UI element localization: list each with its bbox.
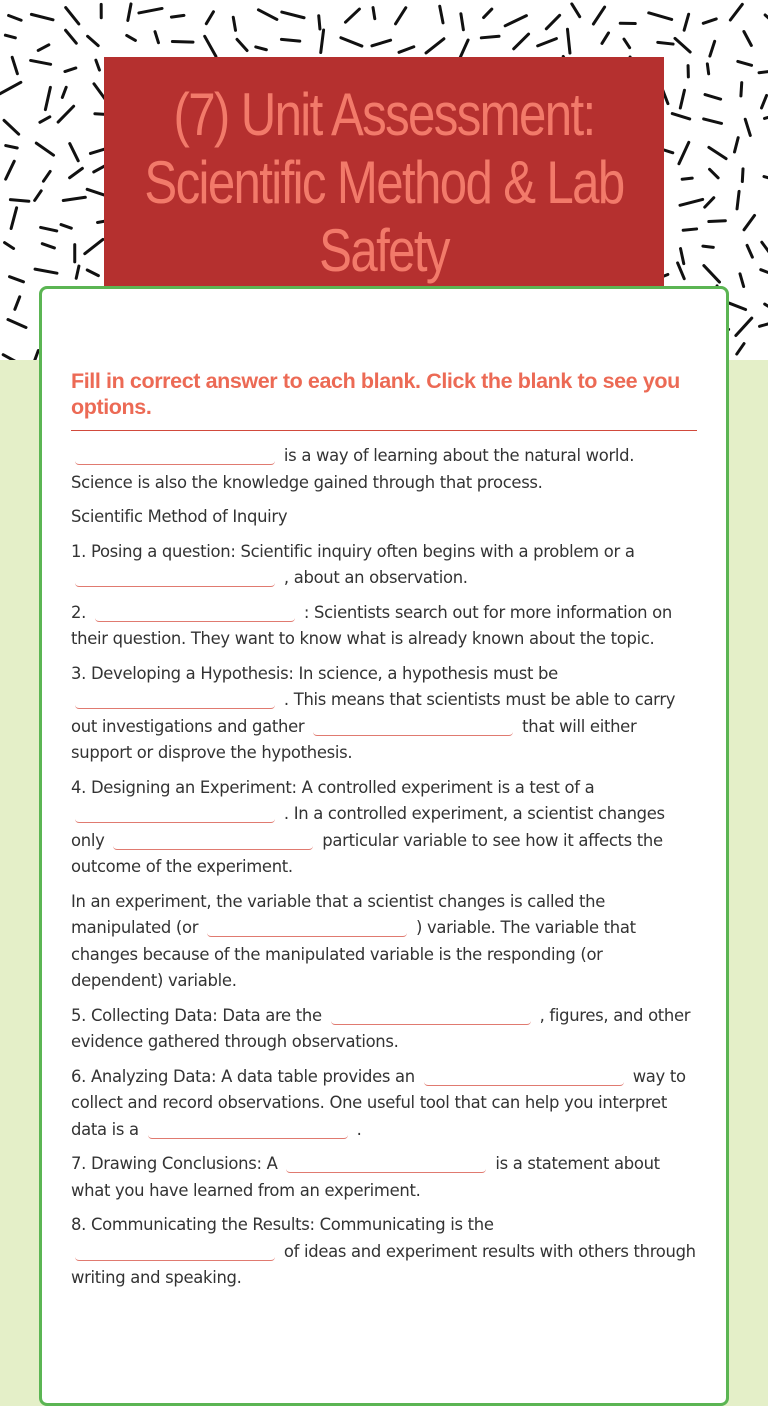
pattern-dash — [741, 83, 742, 96]
question-text: 5. Collecting Data: Data are the — [71, 1006, 327, 1025]
pattern-dash — [514, 34, 529, 49]
question-text: . In a controlled experiment, a scientist changes only — [71, 804, 665, 850]
answer-blank[interactable] — [75, 446, 275, 465]
pattern-dash — [76, 266, 79, 278]
pattern-dash — [705, 198, 714, 207]
pattern-dash — [682, 178, 692, 179]
pattern-dash — [709, 147, 726, 158]
pattern-dash — [481, 36, 499, 38]
pattern-dash — [206, 12, 213, 24]
pattern-dash — [658, 42, 673, 44]
pattern-dash — [678, 263, 685, 279]
pattern-dash — [760, 320, 768, 326]
pattern-dash — [373, 8, 375, 19]
answer-blank[interactable] — [313, 717, 513, 736]
pattern-dash — [740, 274, 744, 287]
question-text: , figures, and other evidence gathered through observations. — [71, 1006, 690, 1052]
pattern-dash — [4, 120, 19, 134]
question-list — [71, 443, 697, 1292]
pattern-dash — [5, 35, 15, 38]
pattern-dash — [282, 12, 304, 18]
pattern-dash — [36, 143, 53, 155]
pattern-dash — [703, 246, 713, 247]
pattern-dash — [484, 9, 492, 18]
pattern-dash — [321, 30, 324, 53]
question-paragraph — [71, 775, 697, 881]
answer-blank[interactable] — [75, 804, 275, 823]
pattern-dash — [172, 42, 193, 43]
pattern-dash — [65, 68, 76, 72]
pattern-dash — [233, 17, 235, 30]
question-text: : Scientists search out for more information on their question. They want to know what is already known about the topic. — [71, 603, 672, 649]
pattern-dash — [707, 64, 708, 74]
pattern-dash — [155, 32, 158, 43]
question-paragraph — [71, 443, 697, 496]
question-paragraph — [71, 1151, 697, 1204]
question-text: , about an observation. — [279, 568, 468, 587]
question-paragraph — [71, 661, 697, 767]
pattern-dash — [704, 266, 720, 283]
question-text: 6. Analyzing Data: A data table provides an — [71, 1067, 420, 1086]
pattern-dash — [319, 16, 320, 29]
pattern-dash — [461, 14, 463, 30]
pattern-dash — [440, 6, 443, 23]
pattern-dash — [538, 39, 557, 46]
question-paragraph — [71, 889, 697, 995]
question-text: 3. Developing a Hypothesis: In science, a hypothesis must be — [71, 664, 558, 683]
pattern-dash — [602, 33, 609, 43]
pattern-dash — [745, 119, 750, 135]
pattern-dash — [684, 14, 688, 30]
answer-blank[interactable] — [424, 1067, 624, 1086]
question-text: that will either support or disprove the hypothesis. — [71, 717, 636, 763]
pattern-dash — [710, 169, 719, 178]
pattern-dash — [742, 169, 743, 182]
pattern-dash — [62, 87, 66, 97]
pattern-dash — [6, 161, 15, 179]
pattern-dash — [281, 39, 299, 41]
pattern-dash — [70, 168, 83, 177]
question-text: of ideas and experiment results with others through writing and speaking. — [71, 1242, 696, 1288]
pattern-dash — [8, 320, 26, 328]
pattern-dash — [9, 15, 22, 20]
pattern-dash — [764, 177, 768, 182]
question-text: 7. Drawing Conclusions: A — [71, 1154, 282, 1173]
pattern-dash — [66, 8, 79, 24]
pattern-dash — [5, 243, 14, 249]
pattern-dash — [66, 30, 77, 43]
answer-blank[interactable] — [286, 1154, 486, 1173]
pattern-dash — [709, 221, 726, 222]
pattern-dash — [762, 242, 768, 257]
answer-blank[interactable] — [207, 918, 407, 937]
pattern-dash — [70, 144, 78, 161]
pattern-dash — [45, 87, 50, 109]
pattern-dash — [593, 7, 604, 24]
question-text: ) variable. The variable that changes because of the manipulated variable is the responding (or dependent) variable. — [71, 918, 636, 990]
pattern-dash — [171, 15, 184, 17]
pattern-dash — [205, 36, 216, 56]
worksheet-content — [71, 368, 697, 1300]
pattern-dash — [372, 40, 391, 46]
pattern-dash — [31, 14, 53, 19]
pattern-dash — [567, 29, 569, 53]
pattern-dash — [679, 142, 689, 163]
question-paragraph — [71, 1003, 697, 1056]
pattern-dash — [738, 61, 752, 65]
pattern-dash — [6, 146, 17, 148]
pattern-dash — [87, 270, 98, 276]
question-text: In an experiment, the variable that a scientist changes is called the manipulated (or — [71, 892, 605, 938]
pattern-dash — [705, 95, 721, 100]
answer-blank[interactable] — [148, 1120, 348, 1139]
pattern-dash — [736, 318, 752, 335]
pattern-dash — [31, 60, 51, 64]
pattern-dash — [0, 82, 21, 93]
pattern-dash — [35, 351, 39, 360]
pattern-dash — [237, 39, 247, 50]
question-text: 1. Posing a question: Scientific inquiry often begins with a problem or a — [71, 542, 635, 561]
question-text: Scientific Method of Inquiry — [71, 507, 287, 526]
pattern-dash — [15, 297, 20, 310]
pattern-dash — [681, 249, 684, 264]
pattern-dash — [341, 38, 362, 46]
pattern-dash — [761, 270, 768, 276]
pattern-dash — [40, 117, 50, 122]
question-text: 4. Designing an Experiment: A controlled experiment is a test of a — [71, 778, 594, 797]
pattern-dash — [680, 90, 684, 108]
pattern-dash — [85, 239, 103, 253]
pattern-dash — [728, 303, 746, 310]
pattern-dash — [61, 225, 71, 229]
pattern-dash — [43, 171, 50, 181]
answer-blank[interactable] — [331, 1006, 531, 1025]
pattern-dash — [35, 269, 57, 273]
pattern-dash — [683, 229, 696, 230]
pattern-dash — [38, 45, 49, 51]
question-paragraph — [71, 539, 697, 592]
pattern-dash — [258, 10, 276, 20]
question-text: 2. — [71, 603, 91, 622]
question-text: . — [352, 1120, 362, 1139]
question-text: is a statement about what you have learned from an experiment. — [71, 1154, 660, 1200]
answer-blank[interactable] — [113, 831, 313, 850]
pattern-dash — [10, 200, 28, 202]
pattern-dash — [42, 244, 54, 248]
pattern-dash — [744, 215, 755, 229]
pattern-dash — [703, 19, 716, 23]
pattern-dash — [88, 36, 99, 45]
pattern-dash — [426, 39, 444, 53]
question-text: 8. Communicating the Results: Communicating is the — [71, 1215, 494, 1234]
question-text: . This means that scientists must be able to carry out investigations and gather — [71, 690, 675, 736]
pattern-dash — [63, 197, 85, 200]
pattern-dash — [572, 4, 580, 17]
page-title: (7) Unit Assessment: Scientific Method & Lab Safety — [122, 81, 647, 285]
pattern-dash — [3, 355, 19, 360]
pattern-dash — [11, 208, 16, 229]
pattern-dash — [128, 4, 131, 21]
pattern-dash — [12, 57, 17, 73]
pattern-dash — [680, 199, 703, 205]
pattern-dash — [41, 227, 57, 231]
pattern-dash — [505, 16, 526, 26]
pattern-dash — [127, 35, 136, 40]
answer-blank[interactable] — [75, 1242, 275, 1261]
question-text: is a way of learning about the natural world. Science is also the knowledge gained through that process. — [71, 446, 634, 492]
pattern-dash — [759, 70, 768, 73]
pattern-dash — [96, 60, 100, 70]
pattern-dash — [735, 138, 739, 152]
title-banner — [104, 57, 664, 297]
pattern-dash — [764, 114, 768, 119]
pattern-dash — [58, 106, 73, 122]
pattern-dash — [747, 245, 752, 257]
pattern-dash — [546, 15, 559, 29]
answer-blank[interactable] — [75, 690, 275, 709]
answer-blank[interactable] — [75, 568, 275, 587]
pattern-dash — [35, 191, 42, 201]
pattern-dash — [744, 32, 751, 46]
instructions-heading: Fill in correct answer to each blank. Click the blank to see you options. — [71, 368, 697, 431]
pattern-dash — [675, 38, 690, 52]
pattern-dash — [10, 277, 24, 282]
question-text: particular variable to see how it affects the outcome of the experiment. — [71, 831, 663, 877]
pattern-dash — [737, 191, 739, 209]
pattern-dash — [624, 39, 630, 48]
question-text: way to collect and record observations. One useful tool that can help you interpret data is a — [71, 1067, 686, 1139]
pattern-dash — [396, 8, 406, 24]
question-paragraph — [71, 600, 697, 653]
pattern-dash — [672, 114, 689, 119]
pattern-dash — [704, 119, 722, 123]
question-paragraph — [71, 1212, 697, 1292]
pattern-dash — [399, 47, 414, 53]
pattern-dash — [762, 95, 767, 107]
pattern-dash — [737, 344, 744, 354]
pattern-dash — [345, 9, 359, 22]
pattern-dash — [139, 8, 162, 12]
pattern-dash — [710, 41, 715, 56]
question-paragraph — [71, 504, 697, 531]
pattern-dash — [730, 4, 742, 20]
question-paragraph — [71, 1064, 697, 1144]
pattern-dash — [256, 47, 267, 50]
answer-blank[interactable] — [95, 603, 295, 622]
pattern-dash — [649, 13, 672, 20]
